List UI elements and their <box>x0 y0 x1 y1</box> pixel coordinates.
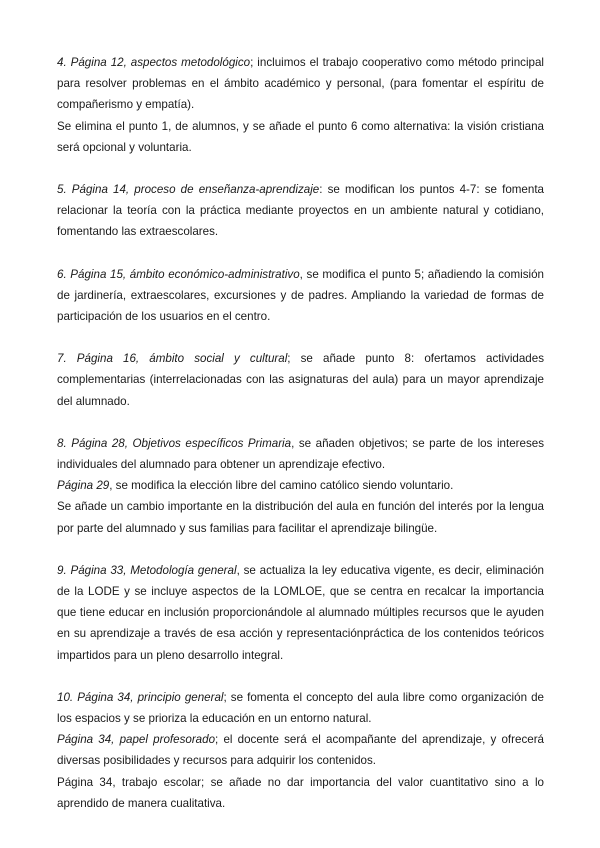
section-8-objetivos <box>57 433 544 539</box>
item-title: 5. Página 14, proceso de enseñanza-aprendizaje <box>57 183 320 197</box>
item-text: , se modifica la elección libre del camino católico siendo voluntario. <box>109 479 454 493</box>
item-title: 8. Página 28, Objetivos específicos Primaria <box>57 436 292 450</box>
paragraph <box>57 772 544 814</box>
paragraph <box>57 52 544 116</box>
item-text: , se actualiza la ley educativa vigente, es decir, eliminación de la LODE y se incluye aspectos de la LOMLOE, que se centra en recalcar la importancia que tiene educar en inclusión proporcionándole al alumnado múltiples recursos que le ayuden en su aprendizaje a través de esa acción y representaciónpráctica de los contenidos teóricos impartidos para un pleno desarrollo integral. <box>57 563 544 662</box>
item-title: 10. Página 34, principio general <box>57 690 224 704</box>
paragraph <box>57 496 544 538</box>
item-text: Se elimina el punto 1, de alumnos, y se añade el punto 6 como alternativa: la visión cristiana será opcional y voluntaria. <box>57 119 544 154</box>
item-title: 9. Página 33, Metodología general <box>57 563 237 577</box>
paragraph <box>57 116 544 158</box>
item-text: ; el docente será el acompañante del aprendizaje, y ofrecerá diversas posibilidades y recursos para adquirir los contenidos. <box>57 733 545 768</box>
item-text: Se añade un cambio importante en la distribución del aula en función del interés por la lengua por parte del alumnado y sus familias para facilitar el aprendizaje bilingüe. <box>57 500 544 535</box>
item-title: 6. Página 15, ámbito económico-administrativo <box>57 267 300 281</box>
item-title: Página 34, papel profesorado <box>57 733 216 747</box>
paragraph <box>57 433 544 475</box>
section-4-metodologia <box>57 52 544 158</box>
section-10-principio-general <box>57 687 544 814</box>
paragraph <box>57 729 544 771</box>
item-text: ; incluimos el trabajo cooperativo como método principal para resolver problemas en el ámbito académico y personal, (para fomentar el espíritu de compañerismo y empatía). <box>57 56 544 112</box>
item-text: Página 34, trabajo escolar; se añade no dar importancia del valor cuantitativo sino a lo aprendido de manera cualitativa. <box>57 775 544 810</box>
item-text: ; se añade punto 8: ofertamos actividades complementarias (interrelacionadas con las asignaturas del aula) para un mayor aprendizaje del alumnado. <box>57 352 545 408</box>
paragraph <box>57 179 544 243</box>
paragraph <box>57 475 544 496</box>
item-title: Página 29 <box>57 479 110 493</box>
section-9-metodologia-general <box>57 560 544 666</box>
section-5-ensenanza <box>57 179 544 243</box>
item-text: , se modifica el punto 5; añadiendo la comisión de jardinería, extraescolares, excursiones y de padres. Ampliando la variedad de formas de participación de los usuarios en el centro. <box>57 267 544 324</box>
paragraph <box>57 264 544 328</box>
paragraph <box>57 348 544 412</box>
section-6-economico <box>57 264 544 328</box>
item-text: , se añaden objetivos; se parte de los intereses individuales del alumnado para obtener un aprendizaje efectivo. <box>57 436 544 472</box>
item-text: : se modifican los puntos 4-7: se fomenta relacionar la teoría con la práctica mediante proyectos en un ambiente natural y cotidiano, fomentando las extraescolares. <box>57 183 544 239</box>
paragraph <box>57 687 544 729</box>
document-page <box>57 52 544 835</box>
item-text: ; se fomenta el concepto del aula libre como organización de los espacios y se prioriza la educación en un entorno natural. <box>57 690 544 726</box>
item-title: 7. Página 16, ámbito social y cultural <box>57 352 288 366</box>
item-title: 4. Página 12, aspectos metodológico <box>57 56 251 69</box>
paragraph <box>57 560 544 666</box>
section-7-social <box>57 348 544 412</box>
